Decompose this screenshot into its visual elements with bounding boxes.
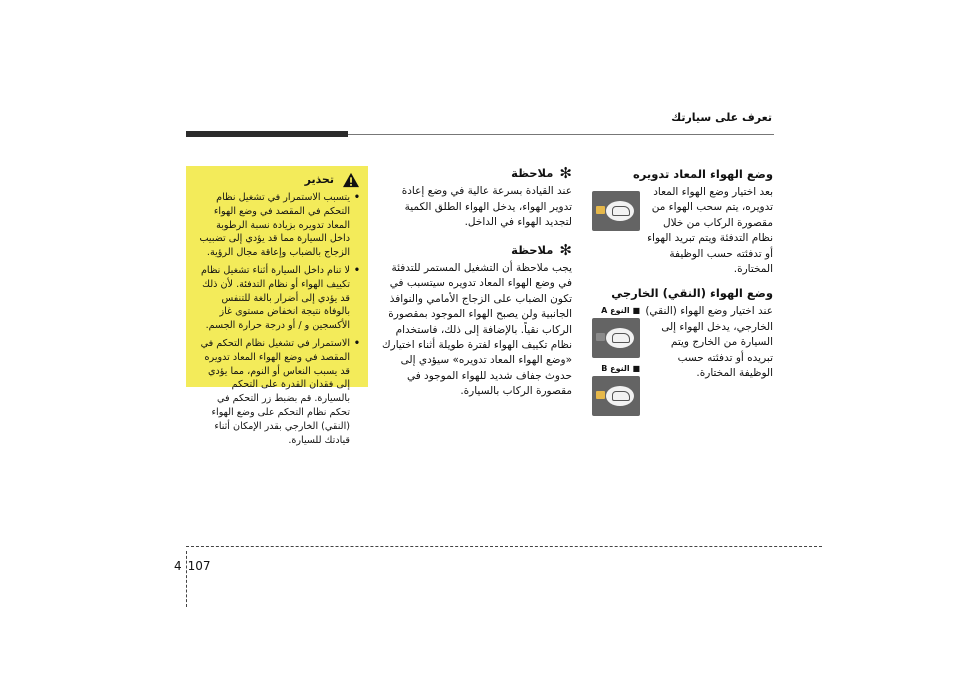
note-2-head (380, 240, 572, 259)
warning-triangle-icon (342, 172, 360, 188)
note-2 (380, 240, 572, 400)
recirculated-mode-row (592, 185, 773, 277)
car-fresh-air-icon (612, 333, 630, 343)
warning-item: • لا تنام داخل السيارة أثناء تشغيل نظام تكييف الهواء أو نظام التدفئة. لأن ذلك قد يؤدي إلى أضرار بالغة للتنفس بالوفاة نتيجة انخفاض مستوى غاز الأكسجين و / أو درجة حرارة الجسم. (194, 264, 360, 333)
warning-list (194, 191, 360, 447)
note-1-body: عند القيادة بسرعة عالية في وضع إعادة تدوير الهواء، يدخل الهواء الطلق الكمية لتجديد الهواء في الداخل. (401, 185, 572, 229)
outside-icons-wrap (592, 306, 640, 416)
car-fresh-air-icon (612, 391, 630, 401)
warning-head (194, 172, 360, 188)
warning-title: تحذير (304, 173, 334, 187)
page-number (174, 559, 211, 573)
outside-air-body: عند اختيار وضع الهواء (النقي) الخارجي، يدخل الهواء إلى السيارة من الخارج ويتم تبريده أو تدفئته حسب الوظيفة المختارة. (645, 305, 773, 380)
middle-column (380, 166, 572, 412)
section-number: 4 (174, 559, 182, 573)
recirculated-icon-wrap (592, 191, 640, 231)
type-b-label: ■ النوع B (601, 364, 640, 374)
outside-mode-row (592, 304, 773, 381)
asterisk-icon: ✻ (559, 240, 572, 259)
car-recirculate-icon (612, 206, 630, 216)
indicator-lamp-icon (596, 206, 605, 214)
right-column (592, 166, 773, 381)
note-1 (380, 166, 572, 231)
outside-air-icon-type-a (592, 318, 640, 358)
page-header-title: تعرف على سيارتك (671, 111, 772, 124)
type-a-label: ■ النوع A (601, 306, 640, 316)
outside-air-title: وضع الهواء (النقي) الخارجي (611, 286, 773, 301)
recirculated-air-body: بعد اختيار وضع الهواء المعاد تدويره، يتم سحب الهواء من مقصورة الركاب من خلال نظام التدفئة ويتم تبريد الهواء أو تدفئته حسب الوظيفة المختارة. (647, 186, 773, 276)
warning-box (186, 166, 368, 446)
footer-rule (186, 546, 822, 547)
indicator-lamp-icon (596, 391, 605, 399)
outside-air-icon-type-b (592, 376, 640, 416)
warning-item: • الاستمرار في تشغيل نظام التحكم في المقصد في وضع الهواء المعاد تدويره قد يسبب النعاس أو النوم، مما يؤدي إلى فقدان القدرة على التحكم بالسيارة. قم بضبط زر التحكم في تحكم نظام التحكم على وضع الهواء (النقي) الخارجي بقدر الإمكان أثناء قيادتك للسيارة. (194, 337, 360, 447)
header-rule-accent (186, 131, 348, 137)
asterisk-icon: ✻ (559, 164, 572, 182)
warning-item: • يتسبب الاستمرار في تشغيل نظام التحكم في المقصد في وضع الهواء المعاد تدويره بزيادة نسبة الرطوبة داخل السيارة مما قد يؤدي إلى تضبيب الزجاج بالضباب وإعاقة مجال الرؤية. (194, 191, 360, 260)
note-2-title: ملاحظة (511, 242, 554, 257)
recirculated-air-title: وضع الهواء المعاد تدويره (632, 167, 773, 181)
note-1-title: ملاحظة (511, 166, 554, 180)
note-1-head (380, 166, 572, 181)
recirculated-air-icon (592, 191, 640, 231)
page-number-value: 107 (187, 559, 211, 573)
indicator-lamp-off-icon (596, 333, 605, 341)
note-2-body: يجب ملاحظة أن التشغيل المستمر للتدفئة في وضع الهواء المعاد تدويره سيتسبب في تكون الضباب على الزجاج الأمامي والنوافذ الجانبية ولن يصبح الهواء الموجود بمقصورة الركاب نقياً. بالإضافة إلى ذلك، فاستخدام نظام تكييف الهواء لفترة طويلة أثناء اختيارك «وضع الهواء المعاد تدويره» سيؤدي إلى حدوث جفاف شديد للهواء الموجود في مقصورة الركاب بالسيارة. (381, 262, 572, 398)
